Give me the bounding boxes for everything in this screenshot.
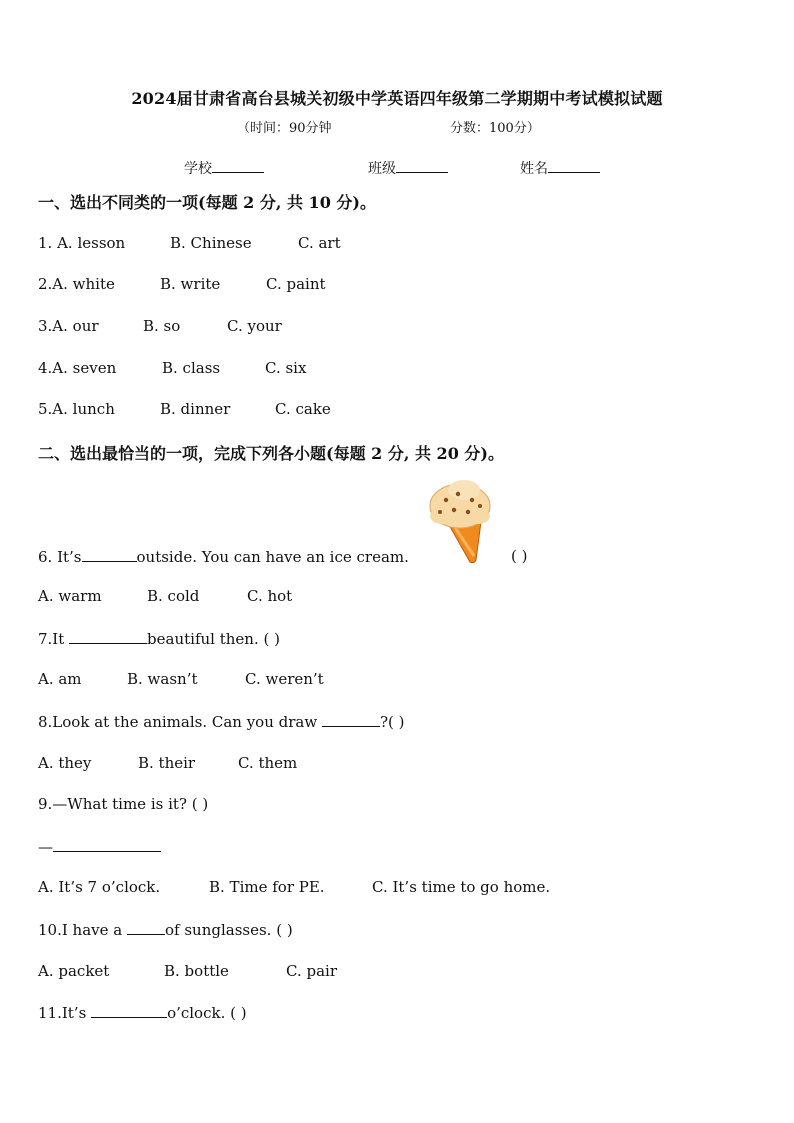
q1-option-b: B. Chinese — [170, 234, 252, 252]
q2-option-a: 2.A. white — [38, 275, 115, 293]
q11-stem-start: 11.It’s — [38, 1004, 87, 1022]
q9-option-b: B. Time for PE. — [209, 878, 325, 896]
exam-score: 分数：100分） — [450, 121, 540, 136]
q4-option-a: 4.A. seven — [38, 359, 117, 377]
q1-option-a: 1. A. lesson — [38, 234, 126, 252]
q10-stem — [38, 920, 293, 939]
q4-option-c: C. six — [265, 359, 307, 377]
class-field — [368, 158, 448, 178]
ice-cream-cone-icon — [424, 476, 494, 566]
q6-blank — [82, 547, 137, 562]
q7-stem-start: 7.It — [38, 630, 65, 648]
section2-heading: 二、选出最恰当的一项，完成下列各小题(每题 2 分, 共 20 分)。 — [38, 444, 504, 463]
q8-stem-start: 8.Look at the animals. Can you draw — [38, 713, 318, 731]
q9-blank — [53, 837, 161, 852]
q6-option-c: C. hot — [247, 587, 293, 605]
q6-answer-paren: ( ) — [511, 547, 528, 565]
q11-stem-end: o’clock. ( ) — [167, 1004, 247, 1022]
q9-option-c: C. It’s time to go home. — [372, 878, 551, 896]
q10-option-b: B. bottle — [164, 962, 229, 980]
q10-stem-end: of sunglasses. ( ) — [165, 921, 293, 939]
q3-option-a: 3.A. our — [38, 317, 99, 335]
q10-option-c: C. pair — [286, 962, 337, 980]
q6-stem-end: outside. You can have an ice cream. — [136, 548, 409, 566]
q8-stem-end: ?( ) — [379, 713, 405, 731]
q7-stem-end: beautiful then. ( ) — [147, 630, 280, 648]
q7-stem — [38, 629, 280, 648]
q9-option-a: A. It’s 7 o’clock. — [38, 878, 161, 896]
q8-option-a: A. they — [38, 754, 92, 772]
name-label: 姓名 — [520, 161, 548, 177]
school-field — [184, 158, 264, 178]
q6-stem-start: 6. It’s — [38, 548, 82, 566]
q7-option-c: C. weren’t — [245, 670, 324, 688]
exam-time: （时间：90分钟 — [237, 121, 332, 136]
q5-option-a: 5.A. lunch — [38, 400, 115, 418]
section1-heading: 一、选出不同类的一项(每题 2 分, 共 10 分)。 — [38, 193, 376, 212]
q11-blank — [91, 1003, 167, 1018]
q2-option-c: C. paint — [266, 275, 326, 293]
q5-option-c: C. cake — [275, 400, 331, 418]
q6-option-a: A. warm — [38, 587, 102, 605]
q8-blank — [322, 712, 380, 727]
q9-dash: — — [38, 838, 53, 856]
q7-option-b: B. wasn’t — [127, 670, 198, 688]
q8-option-c: C. them — [238, 754, 298, 772]
q1-option-c: C. art — [298, 234, 341, 252]
q4-option-b: B. class — [162, 359, 221, 377]
q10-blank — [127, 920, 165, 935]
q9-stem: 9.—What time is it? ( ) — [38, 795, 209, 813]
q3-option-b: B. so — [143, 317, 181, 335]
school-label: 学校 — [184, 161, 212, 177]
name-blank — [548, 158, 600, 173]
q7-blank — [69, 629, 147, 644]
q11-stem — [38, 1003, 247, 1022]
q7-option-a: A. am — [38, 670, 82, 688]
class-blank — [396, 158, 448, 173]
q2-option-b: B. write — [160, 275, 221, 293]
q8-stem — [38, 712, 405, 731]
q8-option-b: B. their — [138, 754, 196, 772]
q9-response-line — [38, 837, 161, 856]
q10-stem-start: 10.I have a — [38, 921, 123, 939]
name-field — [520, 158, 600, 178]
q10-option-a: A. packet — [38, 962, 110, 980]
school-blank — [212, 158, 264, 173]
page-title: 2024届甘肃省高台县城关初级中学英语四年级第二学期期中考试模拟试题 — [131, 89, 663, 108]
q6-stem — [38, 547, 409, 566]
q6-option-b: B. cold — [147, 587, 200, 605]
class-label: 班级 — [368, 161, 396, 177]
q5-option-b: B. dinner — [160, 400, 231, 418]
q3-option-c: C. your — [227, 317, 282, 335]
